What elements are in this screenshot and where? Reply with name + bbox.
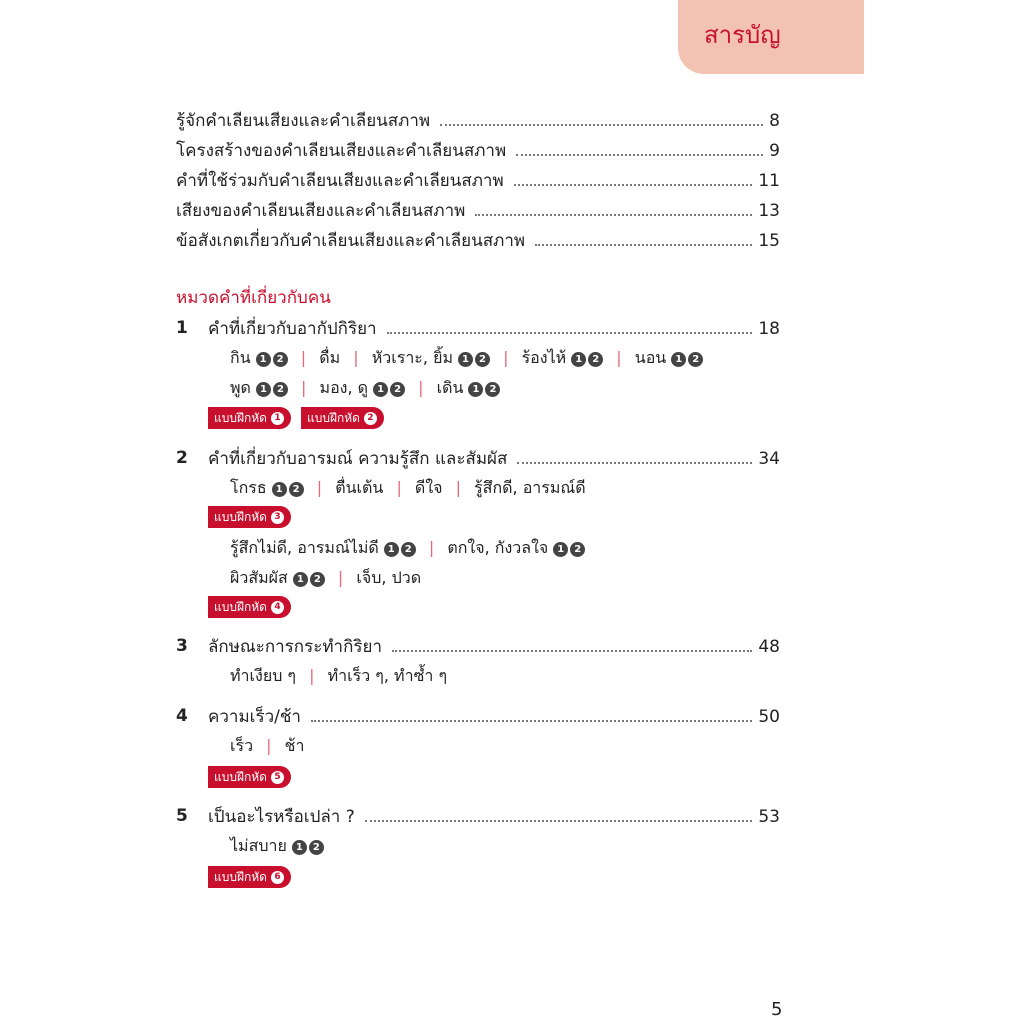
separator: | bbox=[353, 348, 359, 367]
word-item[interactable]: ตื่นเต้น bbox=[335, 478, 384, 497]
exercise-number-icon: 4 bbox=[271, 601, 284, 614]
exercise-label: แบบฝึกหัด bbox=[214, 599, 267, 614]
leader-dots bbox=[440, 124, 763, 126]
exercise-label: แบบฝึกหัด bbox=[214, 769, 267, 784]
word-item[interactable]: พูด bbox=[230, 378, 251, 397]
separator: | bbox=[301, 378, 307, 397]
mark-1-icon: 1 bbox=[384, 542, 399, 557]
chapter-number: 1 bbox=[176, 318, 188, 338]
mark-2-icon: 2 bbox=[588, 352, 603, 367]
toc-entry[interactable] bbox=[176, 226, 780, 252]
separator: | bbox=[396, 478, 402, 497]
separator: | bbox=[337, 568, 344, 587]
separator: | bbox=[455, 478, 461, 497]
toc-entry-text: คำที่ใช้ร่วมกับคำเลียนเสียงและคำเลียนสภาพ bbox=[176, 171, 504, 191]
word-item[interactable]: รู้สึกไม่ดี, อารมณ์ไม่ดี bbox=[230, 538, 379, 557]
word-item[interactable]: ทำเงียบ ๆ bbox=[230, 666, 297, 685]
mark-1-icon: 1 bbox=[292, 840, 307, 855]
exercise-number-icon: 1 bbox=[271, 412, 284, 425]
chapter-page: 18 bbox=[758, 319, 780, 339]
section-title: หมวดคำที่เกี่ยวกับคน bbox=[176, 288, 331, 308]
chapter-title: เป็นอะไรหรือเปล่า ? bbox=[208, 807, 355, 827]
leader-dots bbox=[387, 332, 753, 334]
chapter-number: 2 bbox=[176, 448, 188, 468]
toc-entry[interactable] bbox=[176, 196, 780, 222]
word-item[interactable]: ดีใจ bbox=[414, 478, 443, 497]
separator: | bbox=[428, 538, 435, 557]
mark-1-icon: 1 bbox=[468, 382, 483, 397]
mark-2-icon: 2 bbox=[401, 542, 416, 557]
mark-1-icon: 1 bbox=[293, 572, 308, 587]
separator: | bbox=[503, 348, 509, 367]
chapter-page: 53 bbox=[758, 807, 780, 827]
exercise-label: แบบฝึกหัด bbox=[306, 410, 360, 425]
exercise-number-icon: 2 bbox=[364, 412, 377, 425]
word-item[interactable]: รู้สึกดี, อารมณ์ดี bbox=[474, 478, 586, 497]
chapter-title: ลักษณะการกระทำกิริยา bbox=[208, 637, 383, 657]
mark-2-icon: 2 bbox=[570, 542, 585, 557]
chapter-number: 4 bbox=[176, 706, 188, 726]
word-list bbox=[230, 566, 421, 590]
mark-1-icon: 1 bbox=[256, 382, 271, 397]
word-item[interactable]: ตกใจ, กังวลใจ bbox=[447, 538, 549, 557]
chapter-page: 48 bbox=[758, 637, 780, 657]
mark-1-icon: 1 bbox=[256, 352, 271, 367]
page-number: 5 bbox=[771, 999, 783, 1020]
exercise-badges bbox=[208, 766, 291, 788]
separator: | bbox=[316, 478, 323, 497]
toc-entry[interactable] bbox=[176, 136, 780, 162]
leader-dots bbox=[392, 650, 752, 652]
exercise-badge[interactable] bbox=[208, 596, 291, 618]
page-title: สารบัญ bbox=[704, 21, 781, 49]
toc-entry-text: โครงสร้างของคำเลียนเสียงและคำเลียนสภาพ bbox=[176, 141, 507, 161]
chapter-number: 5 bbox=[176, 806, 188, 826]
mark-2-icon: 2 bbox=[475, 352, 490, 367]
word-list bbox=[230, 346, 703, 370]
leader-dots bbox=[514, 184, 753, 186]
word-item[interactable]: เดิน bbox=[436, 378, 464, 397]
word-list bbox=[230, 476, 586, 500]
word-item[interactable]: ไม่สบาย bbox=[230, 836, 287, 855]
exercise-badges bbox=[208, 407, 384, 429]
mark-2-icon: 2 bbox=[688, 352, 703, 367]
leader-dots bbox=[517, 462, 752, 464]
separator: | bbox=[309, 666, 315, 685]
mark-2-icon: 2 bbox=[309, 840, 324, 855]
mark-1-icon: 1 bbox=[571, 352, 586, 367]
mark-1-icon: 1 bbox=[671, 352, 686, 367]
word-item[interactable]: ร้องไห้ bbox=[521, 348, 567, 367]
exercise-badge[interactable] bbox=[208, 766, 291, 788]
toc-entry-text: ข้อสังเกตเกี่ยวกับคำเลียนเสียงและคำเลียนสภาพ bbox=[176, 231, 526, 251]
toc-entry-page: 8 bbox=[769, 111, 780, 131]
toc-entry-page: 11 bbox=[758, 171, 780, 191]
word-item[interactable]: มอง, ดู bbox=[319, 378, 369, 397]
word-item[interactable]: นอน bbox=[634, 348, 667, 367]
exercise-badge[interactable] bbox=[208, 407, 291, 429]
word-item[interactable]: ช้า bbox=[284, 736, 305, 755]
word-item[interactable]: ดื่ม bbox=[319, 348, 341, 367]
toc-entry-page: 9 bbox=[769, 141, 780, 161]
chapter-title: คำที่เกี่ยวกับอากัปกิริยา bbox=[208, 319, 377, 339]
separator: | bbox=[266, 736, 272, 755]
chapter-title: คำที่เกี่ยวกับอารมณ์ ความรู้สึก และสัมผัส bbox=[208, 449, 508, 469]
exercise-label: แบบฝึกหัด bbox=[214, 410, 267, 425]
exercise-label: แบบฝึกหัด bbox=[214, 509, 267, 524]
mark-2-icon: 2 bbox=[310, 572, 325, 587]
word-item[interactable]: กิน bbox=[230, 348, 251, 367]
mark-2-icon: 2 bbox=[390, 382, 405, 397]
word-list bbox=[230, 734, 304, 758]
word-list bbox=[230, 664, 447, 688]
chapter-entry[interactable] bbox=[208, 802, 780, 828]
mark-2-icon: 2 bbox=[289, 482, 304, 497]
mark-1-icon: 1 bbox=[272, 482, 287, 497]
chapter-title: ความเร็ว/ช้า bbox=[208, 707, 301, 727]
word-item[interactable]: เร็ว bbox=[230, 736, 254, 755]
leader-dots bbox=[311, 720, 752, 722]
mark-2-icon: 2 bbox=[485, 382, 500, 397]
toc-entry-text: เสียงของคำเลียนเสียงและคำเลียนสภาพ bbox=[176, 201, 466, 221]
word-list bbox=[230, 376, 500, 400]
mark-1-icon: 1 bbox=[458, 352, 473, 367]
exercise-badges bbox=[208, 506, 291, 528]
word-item[interactable]: หัวเราะ, ยิ้ม bbox=[371, 348, 453, 367]
separator: | bbox=[300, 348, 307, 367]
chapter-page: 34 bbox=[758, 449, 780, 469]
exercise-badges bbox=[208, 866, 291, 888]
mark-1-icon: 1 bbox=[553, 542, 568, 557]
word-item[interactable]: ผิวสัมผัส bbox=[230, 568, 288, 587]
chapter-entry[interactable] bbox=[208, 632, 780, 658]
word-list bbox=[230, 536, 585, 560]
toc-entry[interactable] bbox=[176, 106, 780, 132]
word-item[interactable]: เจ็บ, ปวด bbox=[356, 568, 422, 587]
chapter-entry[interactable] bbox=[208, 444, 780, 470]
exercise-badges bbox=[208, 596, 291, 618]
exercise-number-icon: 3 bbox=[271, 511, 284, 524]
exercise-number-icon: 6 bbox=[271, 871, 284, 884]
word-item[interactable]: ทำเร็ว ๆ, ทำซ้ำ ๆ bbox=[327, 666, 448, 685]
exercise-label: แบบฝึกหัด bbox=[214, 869, 267, 884]
mark-1-icon: 1 bbox=[373, 382, 388, 397]
leader-dots bbox=[475, 214, 752, 216]
toc-entry-text: รู้จักคำเลียนเสียงและคำเลียนสภาพ bbox=[176, 111, 431, 131]
exercise-badge[interactable] bbox=[208, 506, 291, 528]
separator: | bbox=[616, 348, 622, 367]
separator: | bbox=[418, 378, 424, 397]
toc-entry-page: 13 bbox=[758, 201, 780, 221]
leader-dots bbox=[535, 244, 752, 246]
toc-entry-page: 15 bbox=[758, 231, 780, 251]
chapter-entry[interactable] bbox=[208, 314, 780, 340]
mark-2-icon: 2 bbox=[273, 382, 288, 397]
leader-dots bbox=[365, 820, 753, 822]
toc-entry[interactable] bbox=[176, 166, 780, 192]
exercise-badge[interactable] bbox=[301, 407, 384, 429]
chapter-page: 50 bbox=[758, 707, 780, 727]
chapter-number: 3 bbox=[176, 636, 188, 656]
exercise-number-icon: 5 bbox=[271, 771, 284, 784]
word-item[interactable]: โกรธ bbox=[230, 478, 267, 497]
word-list bbox=[230, 834, 324, 858]
mark-2-icon: 2 bbox=[273, 352, 288, 367]
chapter-entry[interactable] bbox=[208, 702, 780, 728]
leader-dots bbox=[516, 154, 763, 156]
exercise-badge[interactable] bbox=[208, 866, 291, 888]
